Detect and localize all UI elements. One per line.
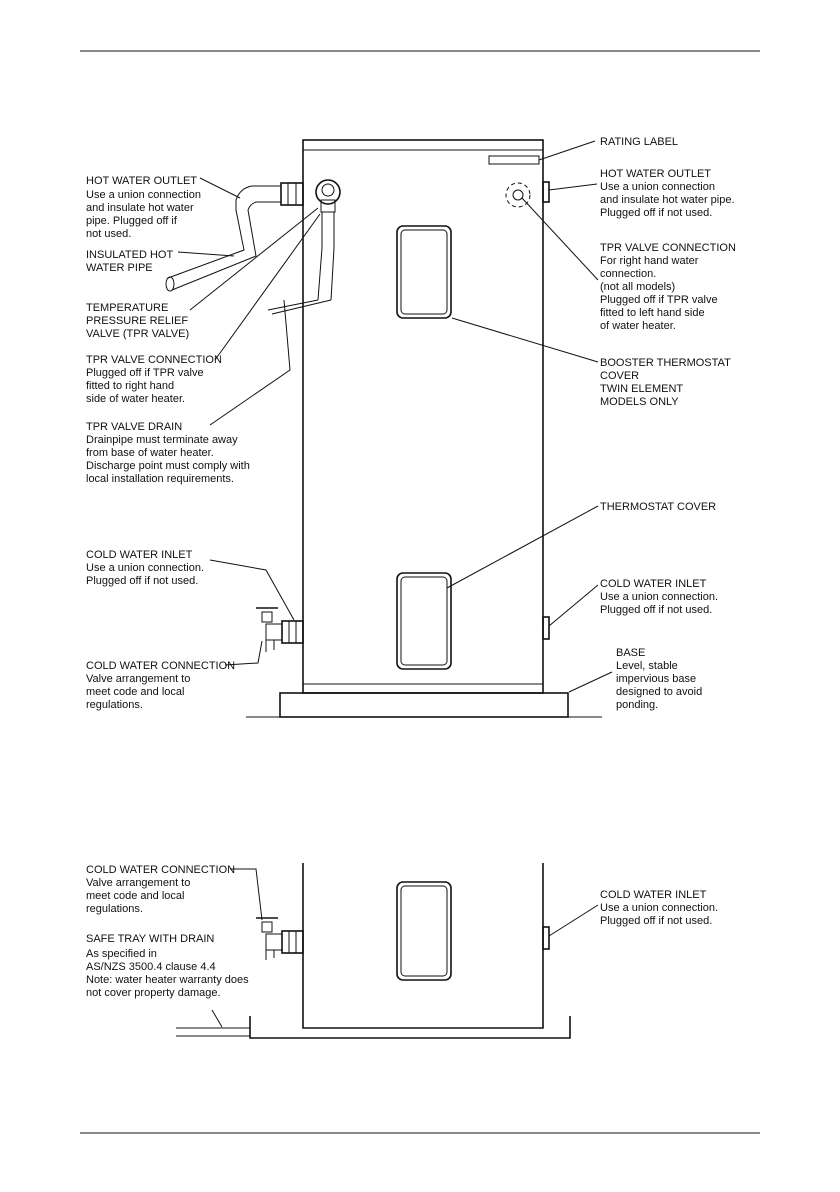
lower-cold-connection-line3: regulations. [86,903,143,915]
lower-cold-inlet-right-line1: Use a union connection. [600,902,719,914]
tpr-valve-line2: VALVE (TPR VALVE) [86,328,190,340]
base-line2: impervious base [616,673,697,685]
cold-valve-left-lower [256,918,303,960]
hot-outlet-right-line3: Plugged off if not used. [600,207,713,219]
cold-connection-title: COLD WATER CONNECTION [86,660,236,672]
base-title: BASE [616,647,646,659]
tpr-connection-left-line3: side of water heater. [86,393,186,405]
lower-cold-connection-line1: Valve arrangement to [86,877,191,889]
tpr-drain-line4: local installation requirements. [86,473,234,485]
safe-tray-line1: As specified in [86,948,157,960]
thermostat-cover-title: THERMOSTAT COVER [600,501,717,513]
tpr-valve-left [268,180,340,314]
tpr-connection-left-title: TPR VALVE CONNECTION [86,354,222,366]
water-heater-tank [303,140,543,693]
tpr-connection-right-line6: of water heater. [600,320,676,332]
lower-cold-connection-title: COLD WATER CONNECTION [86,864,236,876]
cold-connection-line2: meet code and local [86,686,185,698]
booster-cover-line2: TWIN ELEMENT [600,383,684,395]
tpr-drain-title: TPR VALVE DRAIN [86,421,183,433]
thermostat-cover [397,573,451,669]
base-line4: ponding. [616,699,659,711]
tpr-connection-right-line2: connection. [600,268,657,280]
hot-outlet-left-line4: not used. [86,228,132,240]
safe-tray-line4: not cover property damage. [86,987,221,999]
lower-cold-connection-line2: meet code and local [86,890,185,902]
booster-cover-line1: COVER [600,370,640,382]
upper-figure [86,136,736,717]
cold-inlet-left-title: COLD WATER INLET [86,549,193,561]
cold-inlet-right-title: COLD WATER INLET [600,578,707,590]
lower-cold-inlet-right-line2: Plugged off if not used. [600,915,713,927]
tpr-drain-line1: Drainpipe must terminate away [86,434,238,446]
tpr-connection-right-line5: fitted to left hand side [600,307,705,319]
tpr-connection-right-title: TPR VALVE CONNECTION [600,242,736,254]
cold-inlet-left-valve [256,608,303,652]
hot-outlet-right-fitting [543,182,549,202]
insulated-pipe-line1: WATER PIPE [86,262,153,274]
base-line1: Level, stable [616,660,678,672]
thermostat-cover-lower [397,882,451,980]
safe-tray-line2: AS/NZS 3500.4 clause 4.4 [86,961,216,973]
insulated-pipe-title: INSULATED HOT [86,249,174,261]
tpr-connection-right-line1: For right hand water [600,255,699,267]
water-heater-tank-lower [303,863,543,1028]
tpr-valve-title: TEMPERATURE [86,302,169,314]
rating-label-title: RATING LABEL [600,136,679,148]
tpr-connection-left-line1: Plugged off if TPR valve [86,367,204,379]
leader-lines-upper [178,141,612,692]
rating-label-plate [489,156,539,164]
cold-connection-line1: Valve arrangement to [86,673,191,685]
cold-inlet-right-line1: Use a union connection. [600,591,719,603]
cold-inlet-right-line2: Plugged off if not used. [600,604,713,616]
cold-inlet-left-line2: Plugged off if not used. [86,575,199,587]
cold-inlet-right-fitting-lower [543,927,549,949]
cold-inlet-left-line1: Use a union connection. [86,562,205,574]
tpr-valve-line1: PRESSURE RELIEF [86,315,189,327]
tpr-connection-left-line2: fitted to right hand [86,380,175,392]
safe-tray [176,1016,570,1038]
cold-connection-line3: regulations. [86,699,143,711]
hot-outlet-left-line1: Use a union connection [86,189,201,201]
tpr-drain-line3: Discharge point must comply with [86,460,250,472]
hot-outlet-right-line1: Use a union connection [600,181,715,193]
cold-inlet-right-fitting [543,617,549,639]
safe-tray-title: SAFE TRAY WITH DRAIN [86,933,215,945]
hot-outlet-left-title: HOT WATER OUTLET [86,175,198,187]
tpr-connection-right-line4: Plugged off if TPR valve [600,294,718,306]
tpr-connection-right-line3: (not all models) [600,281,676,293]
base-line3: designed to avoid [616,686,703,698]
hot-outlet-right-title: HOT WATER OUTLET [600,168,712,180]
lower-cold-inlet-right-title: COLD WATER INLET [600,889,707,901]
booster-cover-line3: MODELS ONLY [600,396,679,408]
safe-tray-line3: Note: water heater warranty does [86,974,249,986]
booster-cover-title: BOOSTER THERMOSTAT [600,357,731,369]
lower-figure [86,863,718,1038]
hot-outlet-left-line2: and insulate hot water [86,202,194,214]
base-plinth [246,693,602,717]
tpr-drain-line2: from base of water heater. [86,447,214,459]
leader-lines-lower [212,869,598,1027]
hot-outlet-left-line3: pipe. Plugged off if [86,215,177,227]
booster-thermostat-cover [397,226,451,318]
hot-outlet-right-line2: and insulate hot water pipe. [600,194,735,206]
